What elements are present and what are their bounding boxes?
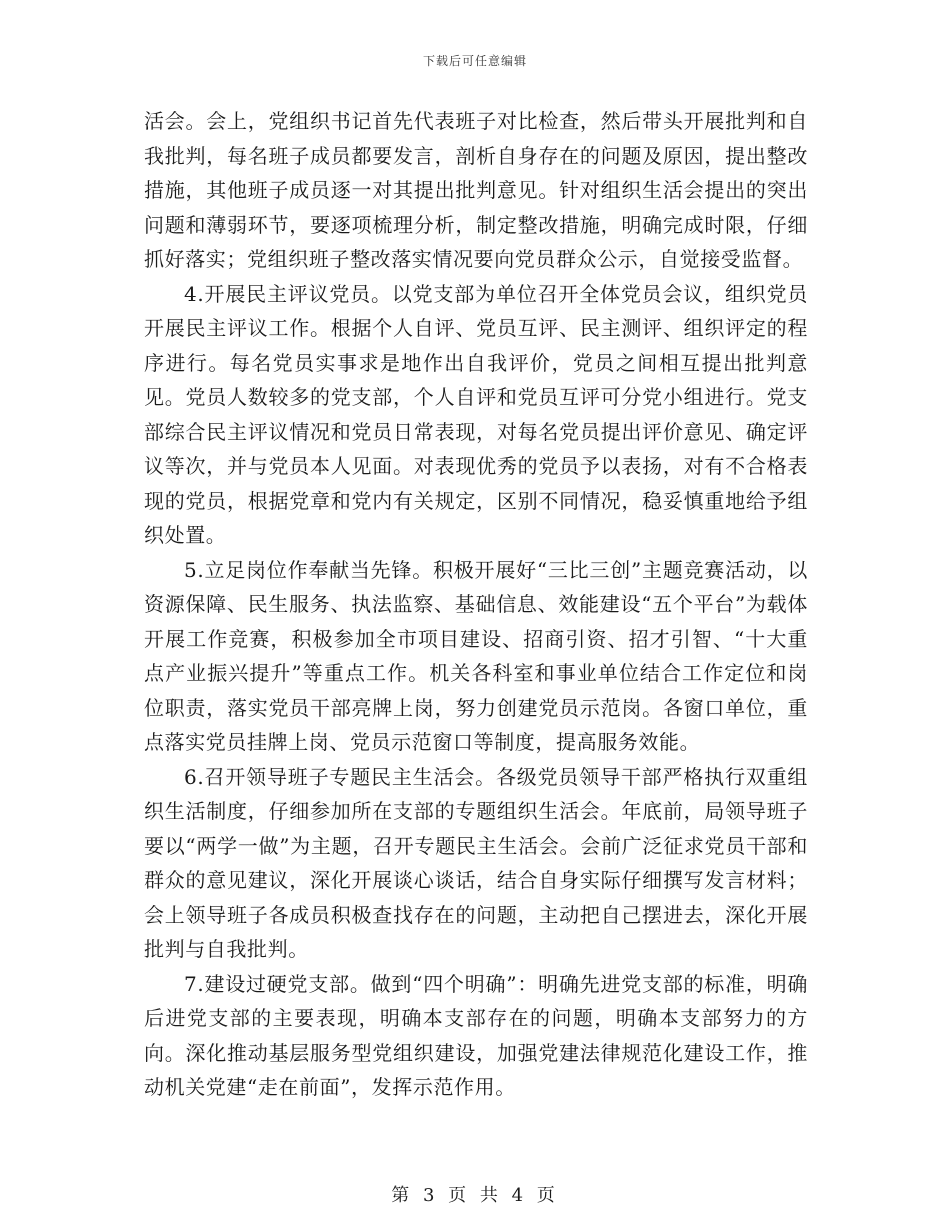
footer-total-pages: 4 <box>511 1185 528 1206</box>
page-header: 下载后可任意编辑 <box>422 54 527 68</box>
document-body <box>144 104 808 1105</box>
paragraph-item-7: 7.建设过硬党支部。做到“四个明确”：明确先进党支部的标准，明确后进党支部的主要表现，明确本支部存在的问题，明确本支部努力的方向。深化推动基层服务型党组织建设，加强党建法律规范化建设工作，推动机关党建“走在前面”，发挥示范作用。 <box>144 971 808 1099</box>
paragraph-item-4: 4.开展民主评议党员。以党支部为单位召开全体党员会议，组织党员开展民主评议工作。根据个人自评、党员互评、民主测评、组织评定的程序进行。每名党员实事求是地作出自我评价，党员之间相互提出批判意见。党员人数较多的党支部，个人自评和党员互评可分党小组进行。党支部综合民主评议情况和党员日常表现，对每名党员提出评价意见、确定评议等次，并与党员本人见面。对表现优秀的党员予以表扬，对有不合格表现的党员，根据党章和党内有关规定，区别不同情况，稳妥慎重地给予组织处置。 <box>144 281 808 547</box>
footer-middle: 页 共 <box>448 1185 502 1206</box>
footer-suffix: 页 <box>536 1185 559 1206</box>
footer-prefix: 第 <box>391 1185 414 1206</box>
paragraph-item-6: 6.召开领导班子专题民主生活会。各级党员领导干部严格执行双重组织生活制度，仔细参加所在支部的专题组织生活会。年底前，局领导班子要以“两学一做”为主题，召开专题民主生活会。会前广泛征求党员干部和群众的意见建议，深化开展谈心谈话，结合自身实际仔细撰写发言材料；会上领导班子各成员积极查找存在的问题，主动把自己摆进去，深化开展批判与自我批判。 <box>144 764 808 961</box>
page-footer <box>0 1181 950 1207</box>
paragraph-item-5: 5.立足岗位作奉献当先锋。积极开展好“三比三创”主题竞赛活动，以资源保障、民生服务、执法监察、基础信息、效能建设“五个平台”为载体开展工作竞赛，积极参加全市项目建设、招商引资、招才引智、“十大重点产业振兴提升”等重点工作。机关各科室和事业单位结合工作定位和岗位职责，落实党员干部亮牌上岗，努力创建党员示范岗。各窗口单位，重点落实党员挂牌上岗、党员示范窗口等制度，提高服务效能。 <box>144 557 808 754</box>
footer-current-page: 3 <box>422 1185 439 1206</box>
paragraph-continued: 活会。会上，党组织书记首先代表班子对比检查，然后带头开展批判和自我批判，每名班子成员都要发言，剖析自身存在的问题及原因，提出整改措施，其他班子成员逐一对其提出批判意见。针对组织生活会提出的突出问题和薄弱环节，要逐项梳理分析，制定整改措施，明确完成时限，仔细抓好落实；党组织班子整改落实情况要向党员群众公示，自觉接受监督。 <box>144 109 808 271</box>
